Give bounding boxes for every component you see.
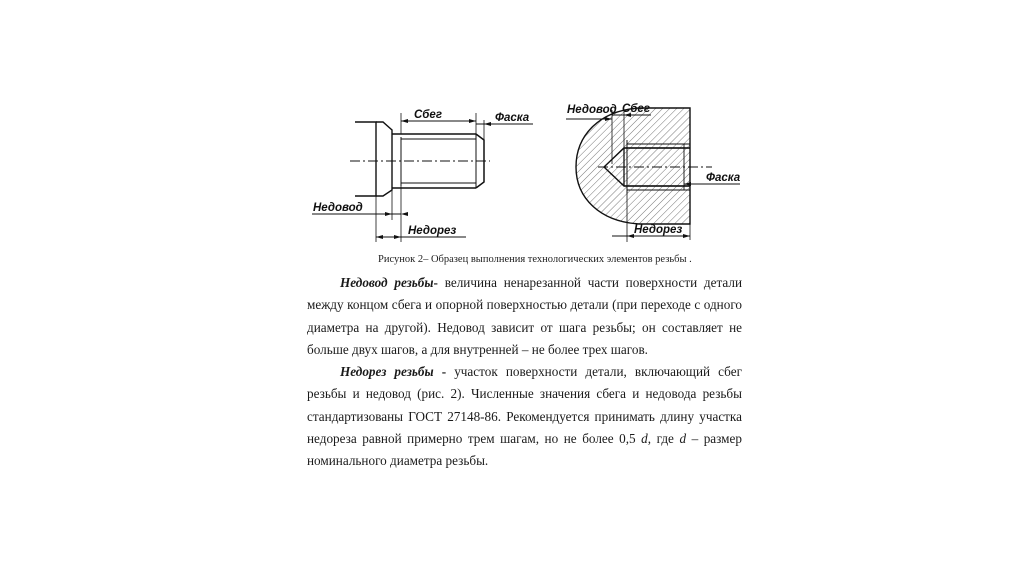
variable-d: d — [679, 431, 687, 447]
left-faska-label: Фаска — [495, 112, 530, 124]
right-faska-label: Фаска — [706, 172, 741, 184]
paragraph-nedovod — [307, 272, 742, 361]
term-nedovod: Недовод резьбы — [340, 275, 434, 290]
right-nedorez-label: Недорез — [634, 224, 683, 236]
right-nedovod-label: Недовод — [567, 104, 617, 116]
term-dash: - — [433, 364, 455, 380]
term-nedorez: Недорез резьбы — [340, 364, 434, 380]
paragraph-text: – размер номинального диаметра резьбы. — [307, 431, 742, 469]
variable-d: d — [641, 431, 648, 447]
body-text — [307, 272, 742, 473]
paragraph-text: , где — [647, 431, 680, 447]
paragraph-text: величина ненарезанной части поверхности детали между концом сбега и опорной поверхностью детали (при переходе с одного диаметра на другой). Недовод зависит от шага резьбы; он составляет не больше двух шагов, а для внутренней – не более трех шагов. — [307, 275, 743, 357]
left-nedovod-label: Недовод — [313, 202, 363, 214]
external-thread-drawing — [312, 113, 533, 242]
paragraph-text: участок поверхности детали, включающий сбег резьбы и недовод (рис. 2). Численные значения сбега и недовода резьбы стандартизованы ГОСТ 27148-86. Рекомендуется принимать длину участка недореза равной примерно трем шагам, но не более 0,5 — [307, 364, 742, 447]
left-nedorez-label: Недорез — [408, 225, 457, 237]
figure-caption: Рисунок 2– Образец выполнения технологических элементов резьбы . — [378, 254, 692, 265]
external-thread-arrows — [376, 119, 491, 239]
term-dash: - — [433, 275, 438, 290]
left-sbeg-label: Сбег — [414, 109, 442, 121]
paragraph-nedorez — [307, 361, 742, 472]
right-sbeg-label: Сбег — [622, 103, 650, 115]
